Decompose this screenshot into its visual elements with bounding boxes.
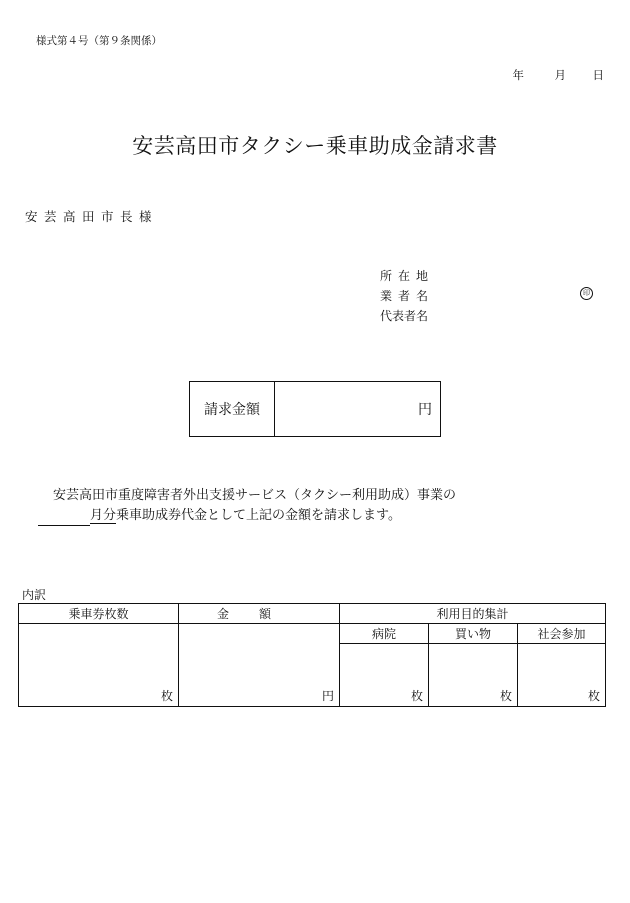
header-hospital: 病院: [340, 624, 429, 644]
representative-label: 代表者名: [380, 309, 429, 323]
breakdown-label: 内訳: [22, 588, 47, 602]
statement-line-2: [38, 506, 401, 526]
amount-field[interactable]: [275, 382, 440, 436]
ticket-count-cell[interactable]: [19, 624, 179, 707]
month-suffix: 月分: [90, 508, 117, 523]
breakdown-table: [18, 603, 606, 707]
ticket-count-unit: 枚: [160, 689, 173, 703]
hospital-cell[interactable]: [340, 644, 429, 707]
form-number: 様式第４号（第９条関係）: [36, 35, 162, 47]
date-line: [513, 67, 605, 83]
document-title: 安芸高田市タクシー乗車助成金請求書: [132, 134, 498, 158]
date-day: 日: [592, 68, 604, 82]
amount-unit: 円: [418, 402, 432, 418]
statement-line-2-text: 乗車助成券代金として上記の金額を請求します。: [116, 508, 401, 523]
amount-cell[interactable]: [179, 624, 340, 707]
header-purpose-total: 利用目的集計: [340, 604, 606, 624]
header-amount: 金額: [179, 604, 340, 624]
amount-label: 請求金額: [190, 382, 275, 436]
date-month: 月: [554, 68, 566, 82]
statement-line-1: 安芸高田市重度障害者外出支援サービス（タクシー利用助成）事業の: [53, 488, 457, 503]
shopping-cell[interactable]: [429, 644, 518, 707]
address-label: 所在地: [380, 269, 435, 283]
social-unit: 枚: [587, 689, 600, 703]
sender-block: [380, 266, 434, 326]
header-social: 社会参加: [518, 624, 606, 644]
amount-cell-unit: 円: [321, 689, 334, 703]
amount-box: [189, 381, 441, 437]
month-blank-field[interactable]: [38, 510, 90, 526]
addressee: 安芸高田市長様: [25, 209, 159, 224]
social-cell[interactable]: [518, 644, 606, 707]
header-shopping: 買い物: [429, 624, 518, 644]
hospital-unit: 枚: [410, 689, 423, 703]
shopping-unit: 枚: [499, 689, 512, 703]
seal-mark-icon: 印: [580, 287, 593, 300]
business-name-label: 業者名: [380, 289, 435, 303]
date-year: 年: [512, 68, 524, 82]
header-ticket-count: 乗車券枚数: [19, 604, 179, 624]
